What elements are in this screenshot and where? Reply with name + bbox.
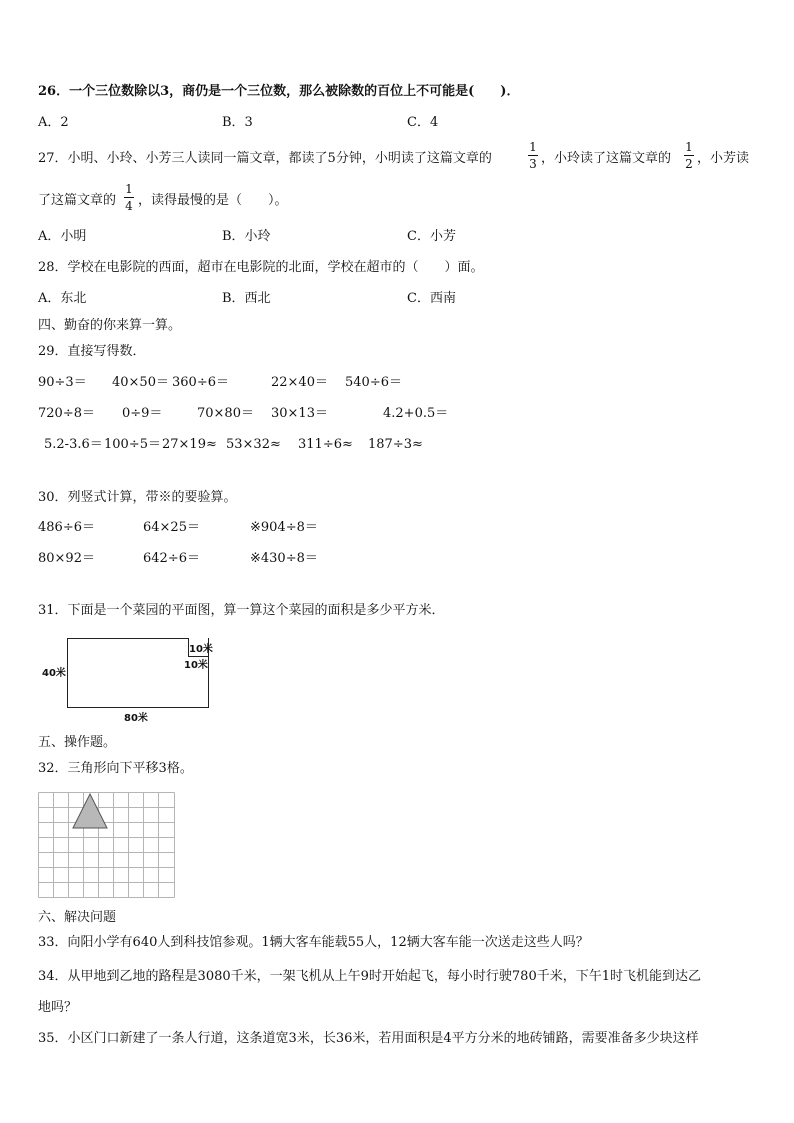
- q29-item: 22×40＝: [271, 375, 328, 390]
- q34-line2: 地吗？: [38, 1000, 78, 1015]
- q27-fraction-3: [124, 183, 134, 212]
- q30-item: ※904÷8＝: [250, 520, 318, 535]
- q28-option-a: A．东北: [38, 291, 87, 306]
- q29-item: 40×50＝: [112, 375, 169, 390]
- q27-stem-part3: ，小芳读: [697, 151, 750, 166]
- q35-line1: 35．小区门口新建了一条人行道，这条道宽3米，长36米，若用面积是4平方分米的地砖铺路，需要准备多少块这样: [38, 1031, 699, 1046]
- label-40m: 40米: [42, 668, 66, 679]
- q29-item: 30×13＝: [271, 406, 328, 421]
- q29-item: 360÷6＝: [172, 375, 229, 390]
- translation-grid: [38, 792, 176, 898]
- q30-item: ※430÷8＝: [250, 551, 318, 566]
- q34-line1: 34．从甲地到乙地的路程是3080千米，一架飞机从上午9时开始起飞，每小时行驶780千米，下午1时飞机能到达乙: [38, 969, 701, 984]
- fraction-numerator: 1: [529, 140, 537, 154]
- triangle-shape: [73, 794, 107, 828]
- label-10m-top: 10米: [189, 644, 213, 655]
- q30-item: 642÷6＝: [143, 551, 200, 566]
- q32-stem: 32．三角形向下平移3格。: [38, 761, 193, 776]
- q30-item: 486÷6＝: [38, 520, 95, 535]
- q29-item: 27×19≈: [162, 437, 217, 452]
- q29-stem: 29．直接写得数．: [38, 344, 146, 359]
- q26-option-b: B．3: [222, 115, 253, 130]
- q27-fraction-2: [684, 141, 694, 170]
- q31-stem: 31．下面是一个菜园的平面图，算一算这个菜园的面积是多少平方米．: [38, 603, 445, 618]
- label-80m: 80米: [124, 713, 148, 724]
- fraction-denominator: 2: [685, 157, 693, 171]
- fraction-numerator: 1: [125, 182, 133, 196]
- q26-option-a: A．2: [38, 115, 69, 130]
- q29-item: 70×80＝: [197, 406, 254, 421]
- q29-item: 5.2-3.6＝: [44, 437, 103, 452]
- q27-option-a: A．小明: [38, 229, 87, 244]
- q28-option-c: C．西南: [407, 291, 456, 306]
- q29-item: 100÷5＝: [104, 437, 161, 452]
- q30-item: 64×25＝: [143, 520, 200, 535]
- q26-option-c: C．4: [407, 115, 439, 130]
- q30-stem: 30．列竖式计算，带※的要验算。: [38, 490, 237, 505]
- q27-option-b: B．小玲: [222, 229, 271, 244]
- label-10m-side: 10米: [184, 660, 208, 671]
- q29-item: 90÷3＝: [38, 375, 87, 390]
- fraction-denominator: 4: [125, 199, 133, 213]
- q27-stem-part1: 27．小明、小玲、小芳三人读同一篇文章，都读了5分钟，小明读了这篇文章的: [38, 151, 492, 166]
- q33-stem: 33．向阳小学有640人到科技馆参观。1辆大客车能载55人，12辆大客车能一次送走这些人吗？: [38, 935, 589, 950]
- q29-item: 187÷3≈: [368, 437, 423, 452]
- q26-stem: 26．一个三位数除以3，商仍是一个三位数，那么被除数的百位上不可能是( )．: [38, 84, 520, 99]
- q29-item: 53×32≈: [226, 437, 281, 452]
- q29-item: 0÷9＝: [122, 406, 163, 421]
- q28-option-b: B．西北: [222, 291, 271, 306]
- q27-fraction-1: [528, 141, 538, 170]
- q29-item: 720÷8＝: [38, 406, 95, 421]
- section-6-heading: 六、解决问题: [38, 910, 117, 925]
- q27-line2-part1: 了这篇文章的: [38, 193, 117, 208]
- q30-item: 80×92＝: [38, 551, 95, 566]
- fraction-numerator: 1: [685, 140, 693, 154]
- q29-item: 4.2+0.5＝: [383, 406, 449, 421]
- q27-line2-part2: ，读得最慢的是（ ）。: [138, 193, 288, 208]
- q29-item: 540÷6＝: [345, 375, 402, 390]
- section-5-heading: 五、操作题。: [38, 735, 117, 750]
- q28-stem: 28．学校在电影院的西面，超市在电影院的北面，学校在超市的（ ）面。: [38, 260, 484, 275]
- q27-stem-part2: ，小玲读了这篇文章的: [541, 151, 672, 166]
- q29-item: 311÷6≈: [298, 437, 353, 452]
- fraction-denominator: 3: [529, 157, 537, 171]
- q27-option-c: C．小芳: [407, 229, 456, 244]
- section-4-heading: 四、勤奋的你来算一算。: [38, 318, 182, 333]
